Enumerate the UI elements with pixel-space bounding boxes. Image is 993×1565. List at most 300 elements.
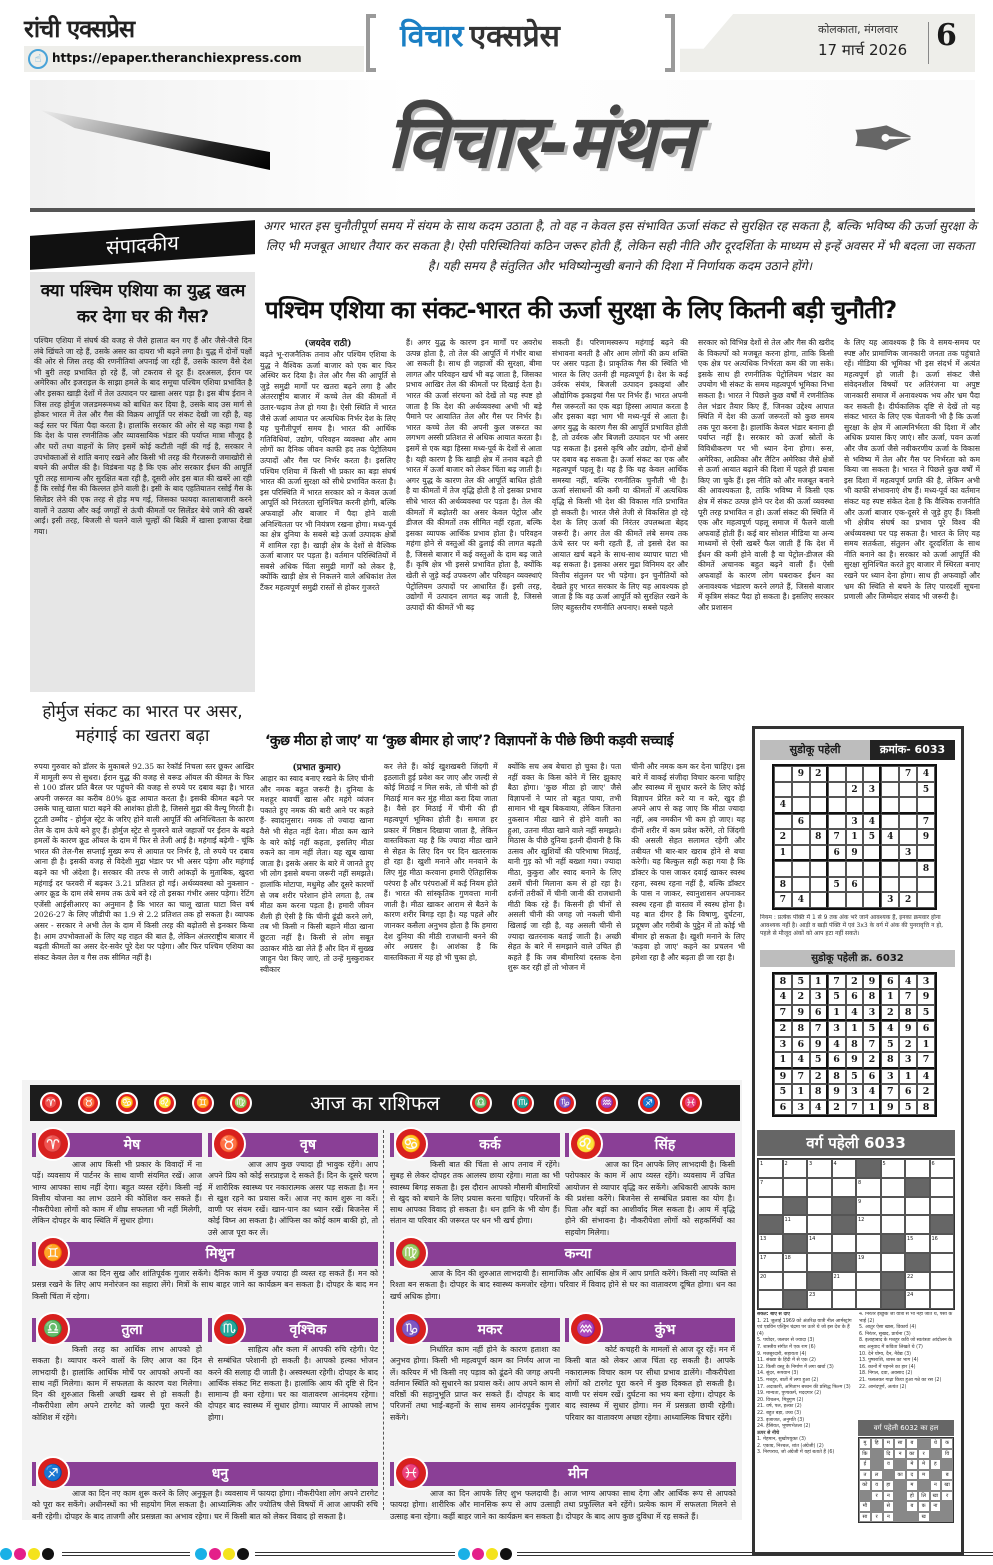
sudoku-cell[interactable] xyxy=(810,845,828,862)
sudoku-grid[interactable] xyxy=(772,764,937,910)
solution-cell: ब xyxy=(906,1438,918,1449)
crossword-clue: 21. वर्ष, पल, हल्का (2) xyxy=(757,1404,802,1410)
sudoku-cell: 5 xyxy=(899,1100,917,1115)
crossword-black-cell xyxy=(832,1215,857,1234)
sudoku-cell[interactable]: 9 xyxy=(792,766,810,782)
crossword-cell[interactable] xyxy=(881,1197,906,1216)
sudoku-cell: 1 xyxy=(846,1021,864,1036)
solution-cell: सा xyxy=(894,1438,906,1449)
sudoku-cell[interactable]: 3 xyxy=(846,814,864,830)
solution-cell: लि xyxy=(918,1491,930,1502)
crossword-solution-grid xyxy=(858,1437,954,1523)
crossword-clue: 14. सुंदर, रूपवान (3) xyxy=(757,1371,799,1377)
sign-name: धनु xyxy=(62,1462,378,1486)
down-title: ऊपर से नीचे xyxy=(757,1430,779,1436)
sudoku-cell[interactable] xyxy=(881,861,899,877)
crossword-black-cell xyxy=(832,1253,857,1272)
sudoku-cell[interactable] xyxy=(810,814,828,830)
crossword-black-cell xyxy=(905,1253,930,1272)
sign-name: सिंह xyxy=(595,1133,735,1157)
solution-cell: म xyxy=(906,1480,918,1491)
section-title xyxy=(400,14,560,55)
sudoku-cell[interactable] xyxy=(881,782,899,798)
url-text: https://epaper.theranchiexpress.com xyxy=(52,51,302,65)
crossword-cell[interactable] xyxy=(783,1178,808,1197)
sudoku-cell[interactable]: 5 xyxy=(863,829,881,845)
city-day: कोलकाता, मंगलवार xyxy=(818,23,898,36)
sudoku-cell[interactable]: 5 xyxy=(917,782,935,798)
sudoku-rules: नियम : प्रत्येक पंक्ति में 1 से 9 तक अंक भरे जाने आवश्यक हैं, इनका क्रमवार होना आवश्यक नहीं है। आड़ी व खड़ी पंक्ति में एवं 3x3 के वर्ग में अंक की पुनरावृत्ति न हो, पहले से मौजूद अंकों को आप हटा नहीं सकते। xyxy=(760,914,944,937)
crossword-clue: 20. विचलन, मित्रुगुण (2) xyxy=(757,1397,804,1403)
sudoku-cell: 1 xyxy=(810,974,828,989)
crossword-cell[interactable]: 4 xyxy=(832,1159,857,1178)
epaper-url[interactable] xyxy=(24,46,364,72)
crossword-cell[interactable] xyxy=(930,1272,955,1291)
crossword-cell[interactable]: 22 xyxy=(905,1272,930,1291)
solution-cell: द xyxy=(906,1470,918,1481)
crossword-cell[interactable] xyxy=(905,1197,930,1216)
clues-left xyxy=(757,1312,855,1548)
capricorn-icon: ♑ xyxy=(554,1092,576,1114)
sudoku-cell: 3 xyxy=(792,1100,810,1115)
sudoku-cell[interactable] xyxy=(774,766,792,782)
crossword-black-cell xyxy=(881,1272,906,1291)
crossword-cell[interactable] xyxy=(758,1197,783,1216)
sudoku-cell[interactable] xyxy=(810,797,828,814)
lead-column xyxy=(260,338,396,718)
sudoku-cell[interactable] xyxy=(863,797,881,814)
sudoku-cell: 4 xyxy=(899,974,917,989)
sweet-columns xyxy=(260,762,745,1072)
sudoku-cell[interactable]: 6 xyxy=(828,845,846,862)
crossword-clue: 24. हैसियत, भूषणभेतला (2) xyxy=(757,1424,811,1430)
registration-line xyxy=(62,1552,190,1556)
column-text: बढ़ते भू-राजनैतिक तनाव और पश्चिम एशिया के युद्ध ने वैश्विक ऊर्जा बाजार को एक बार फिर अस्थिर कर दिया है। तेल और गैस की आपूर्ति से जुड़े समुद्री मार्गों पर खतरा बढ़ने लगा है और अंतरराष्ट्रीय बाजार में कच्चे तेल की कीमतों में उतार-चढ़ाव तेज हो गया है। ऐसी स्थिति में भारत जैसे ऊर्जा आयात पर अत्यधिक निर्भर देश के लिए यह चुनौतीपूर्ण समय है। भारत की आर्थिक गतिविधियां, उद्योग, परिवहन व्यवस्था और आम लोगों का दैनिक जीवन काफी हद तक पेट्रोलियम उत्पादों और गैस पर निर्भर करता है। इसलिए पश्चिम एशिया में किसी भी प्रकार का बड़ा संघर्ष भारत की ऊर्जा सुरक्षा को सीधे प्रभावित करता है। इस परिस्थिति में भारत सरकार को न केवल ऊर्जा आपूर्ति को निरंतरता सुनिश्चित करनी होगी, बल्कि अफवाहों और बाजार में पैदा होने वाली अनिश्चितता पर भी नियंत्रण रखना होगा। मध्य-पूर्व का क्षेत्र दुनिया के सबसे बड़े ऊर्जा उत्पादक क्षेत्रों में शामिल रहा है। खाड़ी क्षेत्र के देशों से वैश्विक ऊर्जा बाजार पर पड़ता है। वर्तमान परिस्थितियों में सबसे अधिक चिंता समुद्री मार्गों को लेकर है, क्योंकि खाड़ी क्षेत्र से निकलने वाले अधिकांश तेल टैंकर महत्वपूर्ण समुद्री रास्तों से होकर गुजरते xyxy=(260,350,396,593)
sudoku-cell: 4 xyxy=(881,1021,899,1036)
crossword-cell[interactable]: 17 xyxy=(758,1253,783,1272)
sudoku-cell: 9 xyxy=(792,1005,810,1021)
crossword-cell[interactable]: 15 xyxy=(905,1234,930,1253)
sudoku-cell: 1 xyxy=(881,989,899,1004)
sudoku-cell: 4 xyxy=(774,989,792,1004)
sign-name: मकर xyxy=(420,1318,560,1342)
sudoku-cell[interactable] xyxy=(899,877,917,893)
sudoku-cell[interactable] xyxy=(810,861,828,877)
crossword-black-cell xyxy=(832,1197,857,1216)
solution-black-cell xyxy=(894,1491,906,1502)
crossword-cell[interactable] xyxy=(930,1178,955,1197)
sudoku-cell[interactable] xyxy=(917,845,935,862)
crossword-grid[interactable] xyxy=(757,1158,955,1310)
crossword-clue: 5. आतुर ऐसा खास, विकार्य (4) xyxy=(859,1325,917,1331)
sudoku-cell[interactable] xyxy=(810,892,828,908)
sudoku-cell[interactable]: 3 xyxy=(863,782,881,798)
crossword-cell[interactable]: 9 xyxy=(856,1197,881,1216)
sudoku-cell[interactable] xyxy=(863,877,881,893)
sudoku-cell[interactable]: 3 xyxy=(881,892,899,908)
sudoku-cell: 3 xyxy=(881,1069,899,1084)
crossword-solution-title: वर्ग पहेली 6032 का हल xyxy=(858,1420,954,1436)
sudoku-cell[interactable]: 1 xyxy=(774,845,792,862)
sudoku-cell[interactable]: 4 xyxy=(774,797,792,814)
solution-cell: न xyxy=(930,1480,942,1491)
sudoku-cell[interactable] xyxy=(774,814,792,830)
solution-cell: का xyxy=(894,1470,906,1481)
sudoku-cell: 4 xyxy=(846,1005,864,1021)
sudoku-cell[interactable]: 2 xyxy=(810,766,828,782)
crossword-cell[interactable]: 5 xyxy=(881,1159,906,1178)
crossword-clue: 17. अदाकारी, अमिताभ बच्चन की प्रसिद्ध फिल्म (3) xyxy=(757,1384,851,1390)
sudoku-cell[interactable] xyxy=(828,814,846,830)
solution-cell: क xyxy=(941,1438,953,1449)
sudoku-solution-grid xyxy=(772,972,937,1117)
sudoku-cell[interactable] xyxy=(863,766,881,782)
sudoku-cell: 7 xyxy=(846,1100,864,1115)
crossword-cell[interactable] xyxy=(856,1290,881,1309)
sudoku-cell[interactable]: 4 xyxy=(881,829,899,845)
sudoku-cell[interactable] xyxy=(774,782,792,798)
sudoku-cell[interactable]: 2 xyxy=(846,782,864,798)
sign-name: कुंभ xyxy=(595,1318,735,1342)
sudoku-cell[interactable]: 2 xyxy=(899,892,917,908)
sudoku-cell: 9 xyxy=(774,1069,792,1084)
sudoku-cell: 7 xyxy=(774,1005,792,1021)
sudoku-cell[interactable]: 3 xyxy=(899,845,917,862)
solution-cell: क xyxy=(918,1501,930,1512)
sudoku-cell: 9 xyxy=(846,1052,864,1068)
scorpio-icon: ♏ xyxy=(512,1092,534,1114)
crossword-black-cell xyxy=(783,1197,808,1216)
crossword-cell[interactable]: 6 xyxy=(930,1159,955,1178)
bracket-left xyxy=(366,14,376,72)
sudoku-cell: 3 xyxy=(899,1052,917,1068)
crossword-cell[interactable]: 1 xyxy=(758,1159,783,1178)
sudoku-cell[interactable] xyxy=(828,782,846,798)
crossword-cell[interactable] xyxy=(905,1215,930,1234)
sudoku-number: क्रमांक- 6033 xyxy=(870,740,955,760)
registration-dot xyxy=(237,1548,249,1560)
solution-cell: म xyxy=(883,1438,895,1449)
crossword-cell[interactable]: 12 xyxy=(856,1215,881,1234)
sudoku-cell: 1 xyxy=(774,1052,792,1068)
crossword-clue: 13. पुष्पराशि, शास्त्र का भाग (4) xyxy=(859,1358,919,1364)
crossword-cell[interactable]: 24 xyxy=(905,1290,930,1309)
crossword-black-cell xyxy=(856,1159,881,1178)
sudoku-cell[interactable]: 4 xyxy=(917,766,935,782)
libra-icon: ♎ xyxy=(470,1092,492,1114)
sudoku-cell[interactable]: 5 xyxy=(828,877,846,893)
registration-dot xyxy=(28,1548,40,1560)
libra-icon: ♎ xyxy=(36,1312,70,1346)
sudoku-cell: 1 xyxy=(899,1069,917,1084)
sudoku-cell: 1 xyxy=(792,1084,810,1099)
crossword-black-cell xyxy=(783,1234,808,1253)
crossword-cell[interactable] xyxy=(881,1215,906,1234)
sudoku-cell[interactable] xyxy=(899,797,917,814)
solution-cell: धे xyxy=(930,1438,942,1449)
crossword-clue: 8. इलाहाबाद के मशहूर कवि जो स्वतंत्रता आंदोलन के बाद अनुवाद में कविता लिखते थे (7) xyxy=(859,1338,952,1350)
sudoku-cell: 8 xyxy=(846,1037,864,1052)
sudoku-cell: 5 xyxy=(917,1005,935,1021)
solution-black-cell xyxy=(894,1480,906,1491)
sudoku-cell: 9 xyxy=(828,1084,846,1099)
sudoku-cell: 2 xyxy=(881,1005,899,1021)
solution-black-cell xyxy=(930,1470,942,1481)
sudoku-cell[interactable] xyxy=(774,861,792,877)
sudoku-cell[interactable] xyxy=(917,892,935,908)
crossword-cell[interactable] xyxy=(832,1234,857,1253)
lead-byline: (जयदेव राठी) xyxy=(304,339,352,349)
solution-cell: हा xyxy=(883,1480,895,1491)
crossword-cell[interactable]: 18 xyxy=(783,1253,808,1272)
crossword-cell[interactable] xyxy=(807,1215,832,1234)
sudoku-cell[interactable] xyxy=(846,861,864,877)
crossword-cell[interactable] xyxy=(930,1197,955,1216)
sudoku-cell[interactable] xyxy=(828,797,846,814)
sudoku-cell[interactable] xyxy=(917,797,935,814)
crossword-clue: 10. देने योग्य, दैन, नैवेद्य (3) xyxy=(859,1351,912,1357)
solution-cell: से xyxy=(883,1501,895,1512)
crossword-cell[interactable]: 23 xyxy=(807,1290,832,1309)
sudoku-cell[interactable]: 4 xyxy=(792,892,810,908)
sudoku-cell: 8 xyxy=(810,1084,828,1099)
sudoku-cell[interactable] xyxy=(846,797,864,814)
sudoku-cell[interactable]: 7 xyxy=(774,892,792,908)
sudoku-cell[interactable]: 7 xyxy=(828,829,846,845)
sudoku-cell[interactable] xyxy=(899,814,917,830)
sudoku-cell[interactable] xyxy=(828,766,846,782)
solution-cell: न xyxy=(894,1449,906,1460)
lead-standfirst: अगर भारत इस चुनौतीपूर्ण समय में संयम के साथ कदम उठाता है, तो वह न केवल इस संभावित ऊर्जा संकट से सुरक्षित रह सकता है, बल्कि भविष्य की ऊर्जा सुरक्षा के लिए भी मजबूत आधार तैयार कर सकता है। ऐसी परिस्थितियां कठिन जरूर होती हैं, लेकिन सही नीति और दूरदर्शिता के माध्यम से इन्हें अवसर में भी बदला जा सकता है। यही समय है संतुलित और भविष्योन्मुखी बनाने की दिशा में निर्णायक कदम उठाने होंगे। xyxy=(263,219,977,273)
sudoku-cell[interactable] xyxy=(881,814,899,830)
crossword-black-cell xyxy=(758,1215,783,1234)
solution-cell: र xyxy=(941,1491,953,1502)
crossword-cell[interactable] xyxy=(930,1253,955,1272)
sudoku-cell[interactable]: 9 xyxy=(917,829,935,845)
crossword-cell[interactable] xyxy=(905,1159,930,1178)
sudoku-cell: 6 xyxy=(863,1069,881,1084)
sudoku-cell: 5 xyxy=(774,1084,792,1099)
crossword-cell[interactable]: 11 xyxy=(783,1215,808,1234)
registration-dot xyxy=(472,1548,484,1560)
lead-column: के लिए यह आवश्यक है कि वे समय-समय पर स्पष्ट और प्रामाणिक जानकारी जनता तक पहुंचाते रहें। मीडिया की भूमिका भी इस संदर्भ में अत्यंत महत्वपूर्ण हो जाती है। ऊर्जा संकट जैसे संवेदनशील विषयों पर अतिरंजना या अपुष्ट जानकारी समाज में अनावश्यक भय और भ्रम पैदा कर सकती है। दीर्घकालिक दृष्टि से देखें तो यह संकट भारत के लिए एक चेतावनी भी है कि ऊर्जा सुरक्षा के क्षेत्र में आत्मनिर्भरता की दिशा में और अधिक प्रयास किए जाएं। सौर ऊर्जा, पवन ऊर्जा और जैव ऊर्जा जैसे नवीकरणीय ऊर्जा के विकास से भविष्य में तेल और गैस पर निर्भरता को कम किया जा सकता है। भारत ने पिछले कुछ वर्षों में इस दिशा में महत्वपूर्ण प्रगति की है, लेकिन अभी भी काफी संभावनाएं शेष हैं। मध्य-पूर्व का वर्तमान संकट यह स्पष्ट संकेत देता है कि वैश्विक राजनीति और ऊर्जा बाजार एक-दूसरे से जुड़े हुए हैं। किसी भी क्षेत्रीय संघर्ष का प्रभाव पूरे विश्व की अर्थव्यवस्था पर पड़ सकता है। भारत के लिए यह समय सतर्कता, संतुलन और दूरदर्शिता के साथ नीति बनाने का है। सरकार को ऊर्जा आपूर्ति की सुरक्षा सुनिश्चित करते हुए बाजार में स्थिरता बनाए रखने पर ध्यान देना होगा। साथ ही अफवाहों और भ्रम की स्थिति से बचने के लिए पारदर्शी सूचना प्रणाली और जिम्मेदार संवाद भी जरूरी है। xyxy=(844,338,980,602)
crossword-cell[interactable]: 19 xyxy=(856,1253,881,1272)
solution-cell: र xyxy=(871,1512,883,1523)
sudoku-cell[interactable]: 8 xyxy=(774,877,792,893)
registration-dot xyxy=(209,1548,221,1560)
sudoku-cell: 8 xyxy=(917,1100,935,1115)
sudoku-cell: 1 xyxy=(917,1037,935,1052)
registration-marks xyxy=(0,1548,993,1562)
banner-title: विचार-मंथन xyxy=(386,99,694,185)
crossword-cell[interactable]: 8 xyxy=(856,1178,881,1197)
sudoku-cell[interactable] xyxy=(863,845,881,862)
sudoku-cell: 6 xyxy=(774,1100,792,1115)
sudoku-cell[interactable] xyxy=(792,845,810,862)
sudoku-cell: 5 xyxy=(792,974,810,989)
crossword-cell[interactable]: 21 xyxy=(832,1272,857,1291)
solution-cell: ल xyxy=(871,1470,883,1481)
crossword-black-cell xyxy=(905,1178,930,1197)
crossword-clue: 19. मान्यता, पुण्यकर्म, मददगार (2) xyxy=(757,1391,822,1397)
sudoku-cell[interactable] xyxy=(881,766,899,782)
crossword-cell[interactable] xyxy=(881,1178,906,1197)
sudoku-cell[interactable] xyxy=(792,877,810,893)
sudoku-cell: 8 xyxy=(881,1052,899,1068)
sign-name: कर्क xyxy=(420,1133,560,1157)
crossword-cell[interactable] xyxy=(807,1197,832,1216)
sudoku-cell: 2 xyxy=(846,974,864,989)
sudoku-cell[interactable]: 2 xyxy=(774,829,792,845)
crossword-cell[interactable] xyxy=(807,1253,832,1272)
sign-text: आज आप किसी भी प्रकार के विवादों में ना पड़ें। व्यवसाय में पार्टनर के साथ वाणी संयमित रखें। आज भाग्य आपका साथ नहीं देगा। बहुत व्यस्त रहेंगे। किसी नई वित्तीय योजना का लाभ उठाने की कोशिश कर सकते हैं। नौकरीपेशा लोगों को काम में शीघ्र सफलता भी नहीं मिलेगी, लेकिन दोपहर के बाद स्थिति में सुधार होगा। xyxy=(32,1160,202,1226)
sudoku-cell: 2 xyxy=(917,1084,935,1099)
sudoku-cell[interactable]: 9 xyxy=(846,845,864,862)
sudoku-cell: 4 xyxy=(917,1069,935,1084)
sudoku-cell[interactable] xyxy=(863,861,881,877)
sudoku-cell[interactable] xyxy=(792,861,810,877)
crossword-cell[interactable] xyxy=(856,1272,881,1291)
sudoku-cell[interactable]: 6 xyxy=(792,814,810,830)
sweet-column: क्योंकि सच अब बेचारा हो चुका है। पता नहीं वक्त के किस कोने में सिर झुकाए बैठा होगा। 'कुछ मीठा हो जाए' जैसे विज्ञापनों ने प्यार तो बहुत पाया, तभी सामान भी खूब बिकवाया, लेकिन जितना नुकसान मीठा खाने से होने वाली का हुआ, उतना मीठा खाने वाले नहीं समझते। मिठास के पीछे दुनिया इतनी दीवानी है कि उत्सव और खुशियों की परिभाषा मिठाई, यानी गुड़ को भी नहीं बख्शा गया। ज्यादा मीठा, कुकुरा और स्वाद बनाने के लिए उसमें चीनी मिलाना कम से हो रहा है। दर्जनों तरीकों में चीनी जानी की राजधानी मीठी बिक रहे हैं। किसनी ही चीनों से असली चीनी की जगह जो नकली चीनी खिलाई जा रही है, वह असली चीनी से ज्यादा खतरनाक बताई जाती है। अच्छी सेहत के बारे में समझाने वाले उचित ही कहते हैं कि जब बीमारियां दस्तक देना शुरू कर रही हों तो भोजन में xyxy=(507,762,622,973)
solution-cell: खा xyxy=(941,1480,953,1491)
solution-black-cell xyxy=(894,1512,906,1523)
crossword-cell[interactable] xyxy=(930,1290,955,1309)
editorial-body: पश्चिम एशिया में संघर्ष की वजह से जैसे हालात बन गए हैं और जैसे-जैसे दिन लंबे खिंचते जा रहे हैं, उसके असर का दायरा भी बढ़ने लगा है। युद्ध में दोनों पक्षों की ओर से जिस तरह की रणनीतियां अपनाई जा रही हैं, उसके कारण वैसे देश भी बुरी तरह प्रभावित हो रहे हैं, जो टकराव से दूर हैं। दरअसल, ईरान पर अमेरिका और इजराइल के साझा हमले के बाद समूचा पश्चिम एशिया प्रभावित है और इसका खाड़ी देशों में तेल उत्पादन पर खासा असर पड़ा है। इस बीच ईरान ने जिस तरह होर्मुज जलडमरूमध्य को बाधित कर दिया है, उसके बाद उस मार्ग से होकर भारत में तेल और गैस की विक्रय आपूर्ति पर संकट देखी जा रही है, वह कई स्तर पर चिंता पैदा करता है। हालांकि सरकार की ओर से यह कहा गया है कि देश के पास रणनीतिक और व्यावसायिक भंडार की पर्याप्त मात्रा मौजूद है और घरों तथा वाहनों के लिए इसमें कोई कटौती नहीं की गई है, सरकार ने उपभोक्ताओं से शांति बनाए रखने और किसी भी तरह की गैरजरूरी जमाखोरी से बचने की अपील की है। विडंबना यह है कि एक ओर सरकार ईंधन की आपूर्ति पूरी तरह सामान्य और सुरक्षित बता रही है, दूसरी ओर इस बात की खबरें आ रही हैं कि रसोई गैस की किल्लत होने वाली है। इसी के बाद एहतियातन रसोई गैस के सिलेंडर लेने की एक तरह से होड़ मच गई, जिसका फायदा कालाबाजारी करने वालों ने उठाया और कई जगहों से ऊंची कीमतों पर सिलेंडर बेचे जाने की खबरें आईं। इसी तरह, बिजली से चलने वाले चूल्हों की बिक्री में खासा इजाफा देखा गया। xyxy=(34,336,252,536)
crossword-clue: 15. मशहूर, बातों में लगा हुआ (2) xyxy=(757,1377,819,1383)
sudoku-cell: 8 xyxy=(828,1069,846,1084)
sudoku-cell[interactable] xyxy=(828,892,846,908)
sudoku-cell[interactable] xyxy=(863,892,881,908)
sudoku-cell[interactable] xyxy=(792,797,810,814)
solution-black-cell xyxy=(941,1501,953,1512)
crossword-cell[interactable] xyxy=(881,1253,906,1272)
solution-cell: ह xyxy=(930,1459,942,1470)
sudoku-cell: 3 xyxy=(846,1084,864,1099)
crossword-clue: 11. संख्या के हिंदी में से एक (2) xyxy=(757,1358,816,1364)
sign-text: निर्धारित काम नहीं होने के कारण हताशा का अनुभव होगा। किसी भी महत्वपूर्ण काम का निर्णय आज ना लें। करियर में भी किसी नए पड़ाव को ढूंढने की जगह अपनी वर्तमान स्थिति को सुधारने का प्रयास करें। आप अपने काम से वरिष्ठों की सहानुभूति प्राप्त कर सकते हैं। दोपहर के बाद परिजनों तथा भाई-बहनों के साथ समय आनंदपूर्वक गुजार सकेंगे। xyxy=(390,1345,560,1422)
crossword-clue: 18. निगल, दवा, अवसाद (2) xyxy=(859,1371,913,1377)
solution-black-cell xyxy=(871,1501,883,1512)
crossword-cell[interactable]: 14 xyxy=(807,1234,832,1253)
solution-cell: सा xyxy=(859,1512,871,1523)
crossword-clue: 7. शास्त्रीय संगीत में एक राग (6) xyxy=(757,1344,816,1350)
sudoku-cell[interactable] xyxy=(810,782,828,798)
sudoku-cell[interactable]: 8 xyxy=(810,829,828,845)
sagittarius-icon: ♐ xyxy=(638,1092,660,1114)
crossword-black-cell xyxy=(930,1215,955,1234)
crossword-black-cell xyxy=(807,1272,832,1291)
sudoku-cell[interactable] xyxy=(881,845,899,862)
newspaper-logo: रांची एक्सप्रेस xyxy=(24,15,135,43)
sudoku-cell: 7 xyxy=(899,989,917,1004)
crossword-cell[interactable]: 13 xyxy=(758,1234,783,1253)
sudoku-cell[interactable] xyxy=(899,829,917,845)
crossword-cell[interactable]: 20 xyxy=(758,1272,783,1291)
sudoku-cell: 2 xyxy=(899,1037,917,1052)
sudoku-cell[interactable]: 7 xyxy=(899,766,917,782)
crossword-cell[interactable] xyxy=(832,1290,857,1309)
sign-text: आज का दिन आपके लिए लाभदायी है। किसी परोपकार के काम में आप व्यस्त रहेंगे। व्यवसाय में उचित आयोजन से व्यापार वृद्धि कर सकेंगे। अधिकारी आपके काम की प्रशंसा करेंगे। बिजनेस से सम्बंधित प्रवास का योग है। पिता और बड़ों का आशीर्वाद मिल सकता है। आय में वृद्धि होने की संभावना है। नौकरीपेशा लोगों को सहकर्मियों का सहयोग मिलेगा। xyxy=(565,1160,735,1237)
editorial-label: संपादकीय xyxy=(30,220,255,270)
column-divider xyxy=(383,1130,384,1510)
sudoku-cell: 9 xyxy=(863,974,881,989)
pisces-icon: ♓ xyxy=(394,1456,428,1490)
capricorn-icon: ♑ xyxy=(394,1312,428,1346)
crossword-cell[interactable]: 2 xyxy=(783,1159,808,1178)
sudoku-cell[interactable] xyxy=(846,892,864,908)
sudoku-cell[interactable] xyxy=(881,877,899,893)
solution-cell: त xyxy=(859,1470,871,1481)
solution-cell: व xyxy=(871,1480,883,1491)
bracket-right xyxy=(665,14,675,72)
sudoku-cell: 3 xyxy=(917,974,935,989)
crossword-clue: 4. निरंतर इच्छुक जो यात्रा से भी नहीं जाते थे, पैसा के भाई (2) xyxy=(859,1312,953,1324)
crossword-cell[interactable] xyxy=(807,1178,832,1197)
crossword-cell[interactable] xyxy=(832,1178,857,1197)
crossword-cell[interactable] xyxy=(758,1290,783,1309)
sudoku-cell[interactable] xyxy=(792,829,810,845)
solution-cell: ई xyxy=(859,1459,871,1470)
sudoku-cell: 5 xyxy=(846,1069,864,1084)
crossword-clue: 2. एकाग्र, निश्चल, शांत (अंग्रेजी) (2) xyxy=(757,1443,824,1449)
sudoku-cell[interactable]: 1 xyxy=(846,829,864,845)
solution-cell: का xyxy=(906,1449,918,1460)
sudoku-cell[interactable] xyxy=(810,877,828,893)
sudoku-cell[interactable] xyxy=(899,782,917,798)
sudoku-cell[interactable] xyxy=(846,766,864,782)
lead-headline: पश्चिम एशिया का संकट-भारत की ऊर्जा सुरक्षा के लिए कितनी बड़ी चुनौती? xyxy=(265,296,897,324)
cancer-icon: ♋ xyxy=(394,1127,428,1161)
solution-cell: ख xyxy=(918,1512,930,1523)
sudoku-cell[interactable] xyxy=(828,861,846,877)
sudoku-cell: 8 xyxy=(792,1021,810,1036)
solution-cell: खा xyxy=(930,1491,942,1502)
solution-black-cell xyxy=(941,1459,953,1470)
gemini-icon: ♊ xyxy=(192,1092,214,1114)
crossword-cell[interactable]: 16 xyxy=(930,1234,955,1253)
touch-icon: ☝ xyxy=(28,49,48,69)
sudoku-cell[interactable]: 8 xyxy=(917,861,935,877)
sudoku-cell[interactable] xyxy=(792,782,810,798)
crossword-cell[interactable]: 3 xyxy=(807,1159,832,1178)
crossword-title: वर्ग पहेली 6033 xyxy=(757,1130,955,1156)
sudoku-cell: 9 xyxy=(917,989,935,1004)
sudoku-cell[interactable] xyxy=(899,861,917,877)
crossword-cell[interactable]: 7 xyxy=(758,1178,783,1197)
sudoku-cell[interactable]: 6 xyxy=(846,877,864,893)
crossword-cell[interactable] xyxy=(783,1272,808,1291)
crossword-cell[interactable] xyxy=(856,1234,881,1253)
registration-dot xyxy=(42,1548,54,1560)
hormuz-headline: होर्मुज संकट का भारत पर असर, महंगाई का खतरा बढ़ा xyxy=(42,702,243,746)
sudoku-cell[interactable]: 4 xyxy=(863,814,881,830)
sign-name: मेष xyxy=(62,1133,202,1157)
sign-text: आज के दिन की शुरुआत लाभदायी है। सामाजिक और आर्थिक क्षेत्र में आप प्रगति करेंगे। किसी नए व्यक्ति से रिश्ता बन सकता है। दोपहर के बाद स्वास्थ्य कमजोर रहेगा। परिवार में विवाद होने से घर का वातावरण दूषित होगा। धन का खर्च अधिक होगा। xyxy=(390,1269,736,1301)
sudoku-cell: 1 xyxy=(828,1005,846,1021)
crossword-clue: 3. निरपराध, जो अंग्रेजी में यहां बताते हैं (6) xyxy=(757,1450,835,1456)
solution-cell: र xyxy=(918,1449,930,1460)
solution-cell: कि xyxy=(859,1449,871,1460)
sudoku-cell[interactable] xyxy=(917,877,935,893)
aries-icon: ♈ xyxy=(36,1127,70,1161)
registration-dot xyxy=(195,1548,207,1560)
sudoku-cell[interactable]: 7 xyxy=(917,814,935,830)
sudoku-cell: 8 xyxy=(899,1005,917,1021)
crossword-clue: 1. मेहमान, सुखोपयुक्त (3) xyxy=(757,1437,806,1443)
solution-cell: म xyxy=(918,1470,930,1481)
sudoku-cell[interactable] xyxy=(881,797,899,814)
